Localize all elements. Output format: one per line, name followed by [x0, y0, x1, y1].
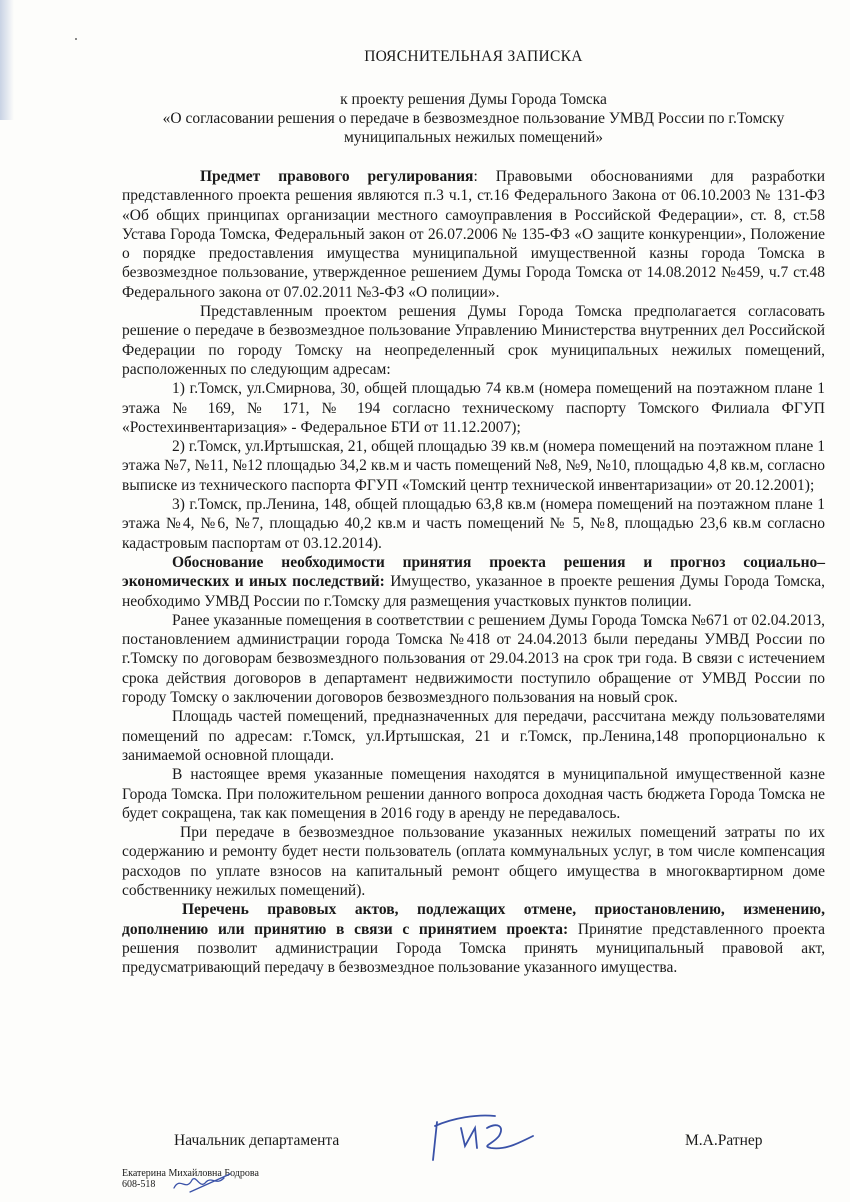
paragraph-budget: В настоящее время указанные помещения находятся в муниципальной имущественной казне Города Томска. При положительном решении данного вопроса доходная часть бюджета Города Томска не будет сокращена, так как помещения в 2016 году в аренду не передавалось. — [122, 766, 825, 822]
label-justification: Обоснование необходимости принятия проекта решения и прогноз социально–экономических и иных последствий: — [122, 553, 825, 591]
address-item-2: 2) г.Томск, ул.Иртышская, 21, общей площадью 39 кв.м (номера помещений на поэтажном плане 1 этажа №7, №11, №12 площадью 34,2 кв.м и часть помещений №8, №9, №10, площадью 4,8 кв.м, согласно выписке из технического паспорта ФГУП «Томский центр технической инвентаризации» от 20.12.2001); — [122, 438, 825, 494]
paragraph-justification — [122, 553, 825, 611]
executor-signature — [170, 1170, 240, 1201]
paragraph-history: Ранее указанные помещения в соответствии с решением Думы Города Томска №671 от 02.04.2013, постановлением администрации города Томска №418 от 24.04.2013 были переданы УМВД России по г.Томску по договорам безвозмездного пользования от 29.04.2013 на срок три года. В связи с истечением срока действия договоров в департамент недвижимости поступило обращение от УМВД России по городу Томску о заключении договоров безвозмездного пользования на новый срок. — [122, 611, 825, 707]
text-legal-basis: : Правовыми обоснованиями для разработки представленного проекта решения являются п.3 ч.1, ст.16 Федерального Закона от 06.10.2003 № 131-ФЗ «Об общих принципах организации местного самоуправления в Российской Федерации», ст. 8, ст.58 Устава Города Томска, Федеральный закон от 26.07.2006 № 135-ФЗ «О защите конкуренции», Положение о порядке предоставления имущества муниципальной имущественной казны города Томска в безвозмездное пользование, утвержденное решением Думы Города Томска от 14.08.2012 №459, ч.7 ст.48 Федерального закона от 07.02.2011 №3-ФЗ «О полиции». — [122, 168, 825, 301]
label-legal-acts: Перечень правовых актов, подлежащих отмене, приостановлению, изменению, дополнению или принятию в связи с принятием проекта: — [122, 901, 825, 938]
document-body — [122, 167, 825, 977]
subtitle-line-1: к проекту решения Думы Города Томска — [340, 91, 607, 108]
address-item-3: 3) г.Томск, пр.Ленина, 148, общей площадью 63,8 кв.м (номера помещений на поэтажном плане 1 этажа №4, №6, №7, площадью 40,2 кв.м и часть помещений № 5, №8, площадью 23,6 кв.м согласно кадастровым паспортам от 03.12.2014). — [122, 496, 825, 552]
signatory-position: Начальник департамента — [174, 1132, 340, 1149]
text-legal-acts: Принятие представленного проекта решения позволит администрации Города Томска принять муниципальный правовой акт, предусматривающий передачу в безвозмездное пользование указанного имущества. — [122, 920, 825, 977]
label-legal-basis: Предмет правового регулирования — [200, 168, 474, 185]
scan-edge — [0, 0, 14, 120]
executor-phone: 608-518 — [122, 1179, 156, 1190]
scan-speck — [75, 38, 77, 40]
address-item-1: 1) г.Томск, ул.Смирнова, 30, общей площадью 74 кв.м (номера помещений на поэтажном плане 1 этажа № 169, № 171, № 194 согласно техническому паспорту Томского Филиала ФГУП «Ростехинвентаризация» - Федеральное БТИ от 11.12.2007); — [122, 380, 825, 436]
text-justification: Имущество, указанное в проекте решения Думы Города Томска, необходимо УМВД России по г.Томску для размещения участковых пунктов полиции. — [122, 573, 825, 610]
subtitle-line-2: «О согласовании решения о передаче в безвозмездное пользование УМВД России по г.Томску муниципальных нежилых помещений» — [162, 110, 785, 146]
paragraph-proposal: Представленным проектом решения Думы Города Томска предполагается согласовать решение о передаче в безвозмездное пользование Управлению Министерства внутренних дел Российской Федерации по городу Томску на неопределенный срок муниципальных нежилых помещений, расположенных по следующим адресам: — [122, 303, 825, 378]
document-subtitle — [122, 90, 825, 147]
executor-name: Екатерина Михайловна Бодрова — [122, 1168, 259, 1179]
handwritten-signature — [425, 1108, 545, 1168]
document-title: ПОЯСНИТЕЛЬНАЯ ЗАПИСКА — [364, 48, 583, 65]
paragraph-legal-basis — [122, 167, 825, 302]
paragraph-area: Площадь частей помещений, предназначенных для передачи, рассчитана между пользователями помещений по адресам: г.Томск, ул.Иртышская, 21 и г.Томск, пр.Ленина,148 пропорционально к занимаемой основной площади. — [122, 708, 825, 764]
signatory-name: М.А.Ратнер — [685, 1132, 763, 1149]
paragraph-legal-acts — [122, 900, 825, 977]
paragraph-costs: При передаче в безвозмездное пользование указанных нежилых помещений затраты по их содержанию и ремонту будет нести пользователь (оплата коммунальных услуг, в том числе компенсация расходов по уплате взносов на капитальный ремонт общего имущества в многоквартирном доме собственнику нежилых помещений). — [122, 824, 825, 899]
